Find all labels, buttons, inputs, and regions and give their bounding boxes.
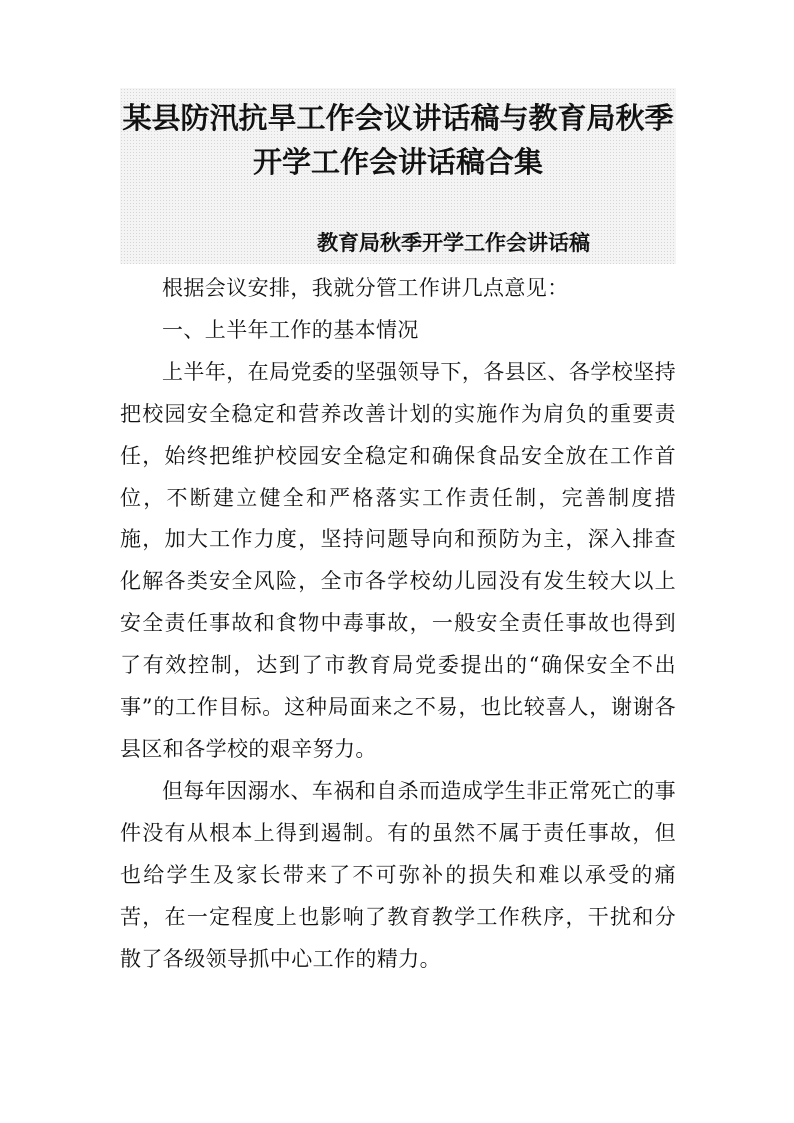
paragraph: 根据会议安排，我就分管工作讲几点意见： [162, 276, 569, 300]
document-title: 某县防汛抗旱工作会议讲话稿与教育局秋季开学工作会讲话稿合集 [122, 101, 674, 179]
paragraph: 上半年，在局党委的坚强领导下，各县区、各学校坚持把校园安全稳定和营养改善计划的实施作为肩负的重要责任，始终把维护校园安全稳定和确保食品安全放在工作首位，不断建立健全和严格落实工作责任制，完善制度措施，加大工作力度，坚持问题导向和预防为主，深入排查化解各类安全风险，全市各学校幼儿园没有发生较大以上安全责任事故和食物中毒事故，一般安全责任事故也得到了有效控制，达到了市教育局党委提出的“确保安全不出事”的工作目标。这种局面来之不易，也比较喜人，谢谢各县区和各学校的艰辛努力。 [120, 359, 676, 761]
document-body [120, 268, 676, 980]
document-subtitle: 教育局秋季开学工作会讲话稿 [317, 231, 590, 255]
section-heading: 一、上半年工作的基本情况 [162, 317, 419, 342]
paragraph: 但每年因溺水、车祸和自杀而造成学生非正常死亡的事件没有从根本上得到遏制。有的虽然不属于责任事故，但也给学生及家长带来了不可弥补的损失和难以承受的痛苦，在一定程度上也影响了教育教学工作秩序，干扰和分散了各级领导抓中心工作的精力。 [120, 778, 676, 971]
